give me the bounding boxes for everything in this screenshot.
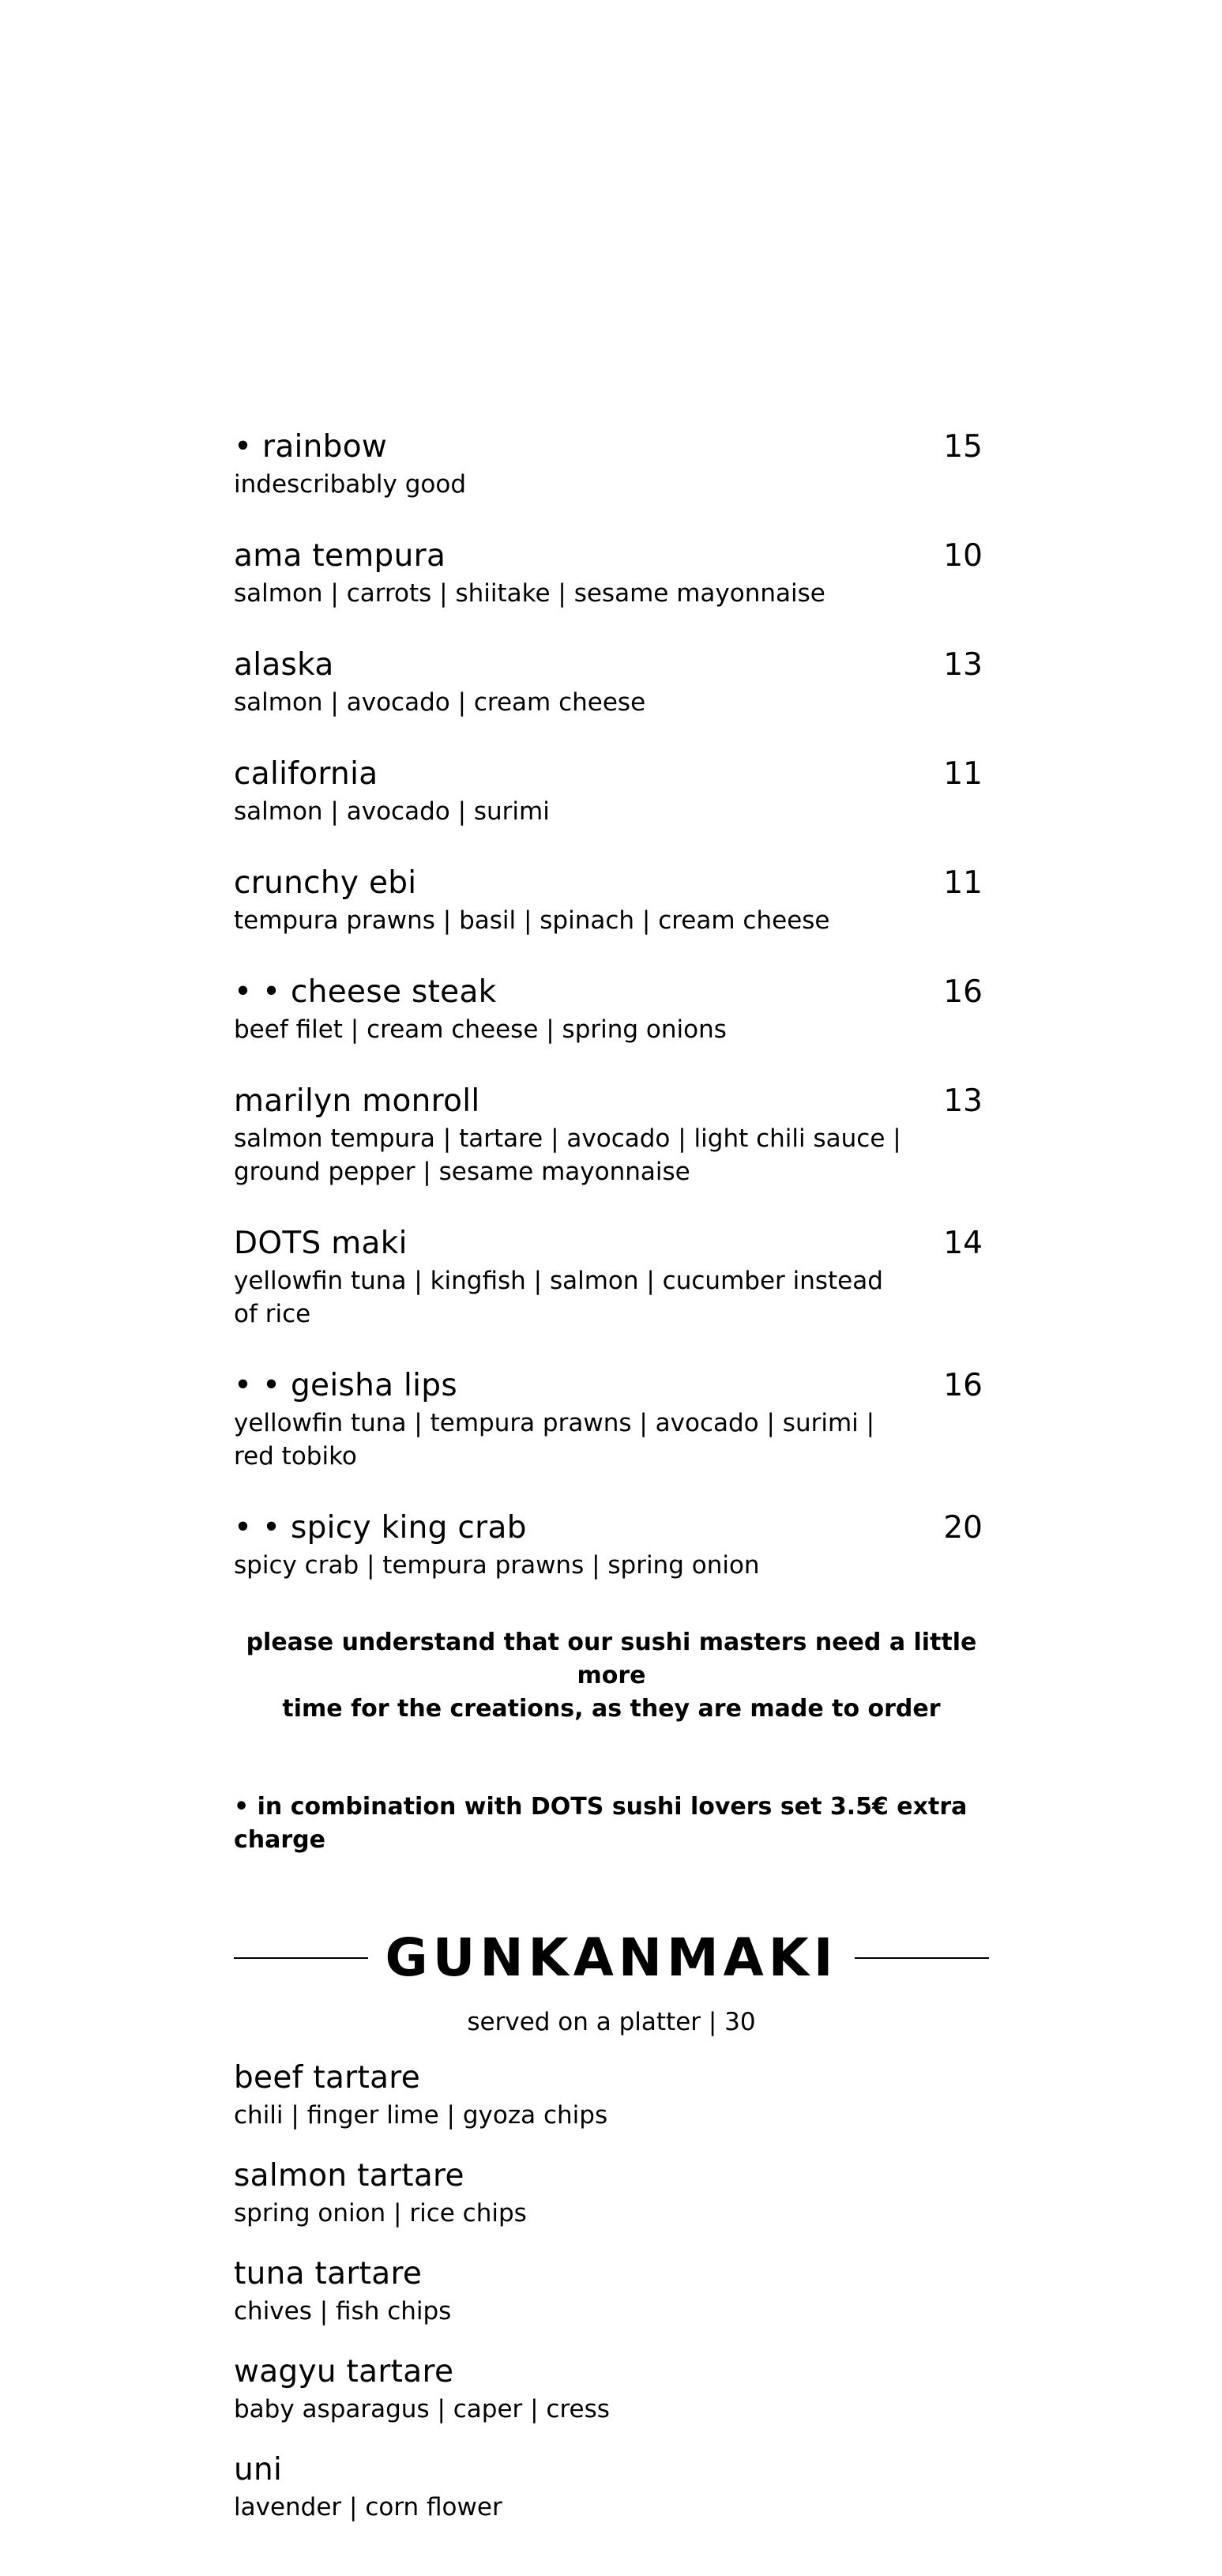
item-price: 15	[943, 429, 983, 465]
menu-item-row	[234, 1508, 989, 1549]
item-description: indescribably good	[234, 470, 467, 499]
menu-item	[234, 2450, 989, 2524]
item-price: 16	[943, 974, 983, 1010]
item-name: uni	[234, 2452, 283, 2487]
menu-item	[234, 1223, 989, 1331]
item-name: alaska	[234, 647, 334, 683]
menu-item-row	[234, 1365, 989, 1407]
item-price: 11	[943, 865, 983, 901]
menu-item	[234, 972, 989, 1046]
menu-item-row	[234, 972, 989, 1013]
maki-list	[234, 427, 989, 1582]
item-description: yellowfin tuna | kingfish | salmon | cucumber instead of rice	[234, 1267, 883, 1328]
item-name: beef tartare	[234, 2060, 421, 2096]
section-subtitle: served on a platter | 30	[467, 2008, 756, 2036]
divider-right	[855, 1957, 989, 1959]
menu-item-row	[234, 1081, 989, 1122]
menu-item	[234, 2058, 989, 2132]
item-name: crunchy ebi	[234, 865, 417, 901]
item-price: 11	[943, 756, 983, 792]
menu-item-row	[234, 754, 989, 795]
item-price: 10	[943, 538, 983, 574]
item-name: salmon tartare	[234, 2158, 464, 2194]
item-description: baby asparagus | caper | cress	[234, 2395, 610, 2423]
notice-line: time for the creations, as they are made to order	[282, 1695, 941, 1723]
menu-item	[234, 427, 989, 501]
menu-item	[234, 2254, 989, 2328]
gunkanmaki-heading	[234, 1926, 989, 1990]
item-price: 14	[943, 1226, 983, 1261]
item-name: • • spicy king crab	[234, 1510, 527, 1546]
menu-item	[234, 536, 989, 610]
item-description: salmon tempura | tartare | avocado | light chili sauce | ground pepper | sesame mayonnaise	[234, 1124, 901, 1186]
item-name: DOTS maki	[234, 1226, 408, 1261]
item-description: tempura prawns | basil | spinach | cream cheese	[234, 906, 830, 935]
item-description: lavender | corn flower	[234, 2493, 502, 2521]
item-price: 16	[943, 1368, 983, 1403]
menu-item	[234, 645, 989, 719]
item-name: ama tempura	[234, 538, 446, 574]
preparation-notice	[234, 1626, 989, 1726]
menu-item-row	[234, 427, 989, 468]
item-name: tuna tartare	[234, 2256, 423, 2292]
section-title: GUNKANMAKI	[385, 1927, 838, 1988]
item-name: • • geisha lips	[234, 1368, 457, 1403]
item-name: • rainbow	[234, 429, 388, 465]
item-description: yellowfin tuna | tempura prawns | avocado | surimi | red tobiko	[234, 1409, 875, 1471]
menu-item-row	[234, 1223, 989, 1264]
item-name: california	[234, 756, 378, 792]
gunkanmaki-list	[234, 2058, 989, 2524]
menu-item-row	[234, 863, 989, 904]
menu-item	[234, 2156, 989, 2230]
item-price: 13	[943, 1083, 983, 1119]
item-price: 13	[943, 647, 983, 683]
item-name: • • cheese steak	[234, 974, 497, 1010]
item-name: marilyn monroll	[234, 1083, 480, 1119]
menu-item	[234, 863, 989, 937]
menu-item	[234, 1365, 989, 1473]
menu-item-row	[234, 536, 989, 577]
menu-item	[234, 2352, 989, 2426]
menu-item	[234, 1508, 989, 1582]
divider-left	[234, 1957, 368, 1959]
item-price: 20	[943, 1510, 983, 1546]
item-description: spicy crab | tempura prawns | spring onion	[234, 1551, 760, 1580]
notice-line: please understand that our sushi masters need a little more	[246, 1629, 977, 1689]
menu-item	[234, 754, 989, 828]
menu-item-row	[234, 645, 989, 686]
item-description: salmon | avocado | cream cheese	[234, 688, 646, 717]
item-description: spring onion | rice chips	[234, 2199, 527, 2228]
item-description: chili | finger lime | gyoza chips	[234, 2101, 608, 2130]
item-name: wagyu tartare	[234, 2354, 454, 2390]
menu-content	[234, 427, 989, 2548]
extra-charge-footnote: • in combination with DOTS sushi lovers set 3.5€ extra charge	[234, 1793, 968, 1854]
item-description: beef filet | cream cheese | spring onions	[234, 1015, 727, 1044]
item-description: salmon | avocado | surimi	[234, 797, 550, 826]
menu-item	[234, 1081, 989, 1188]
item-description: chives | fish chips	[234, 2297, 452, 2326]
item-description: salmon | carrots | shiitake | sesame mayonnaise	[234, 579, 825, 608]
